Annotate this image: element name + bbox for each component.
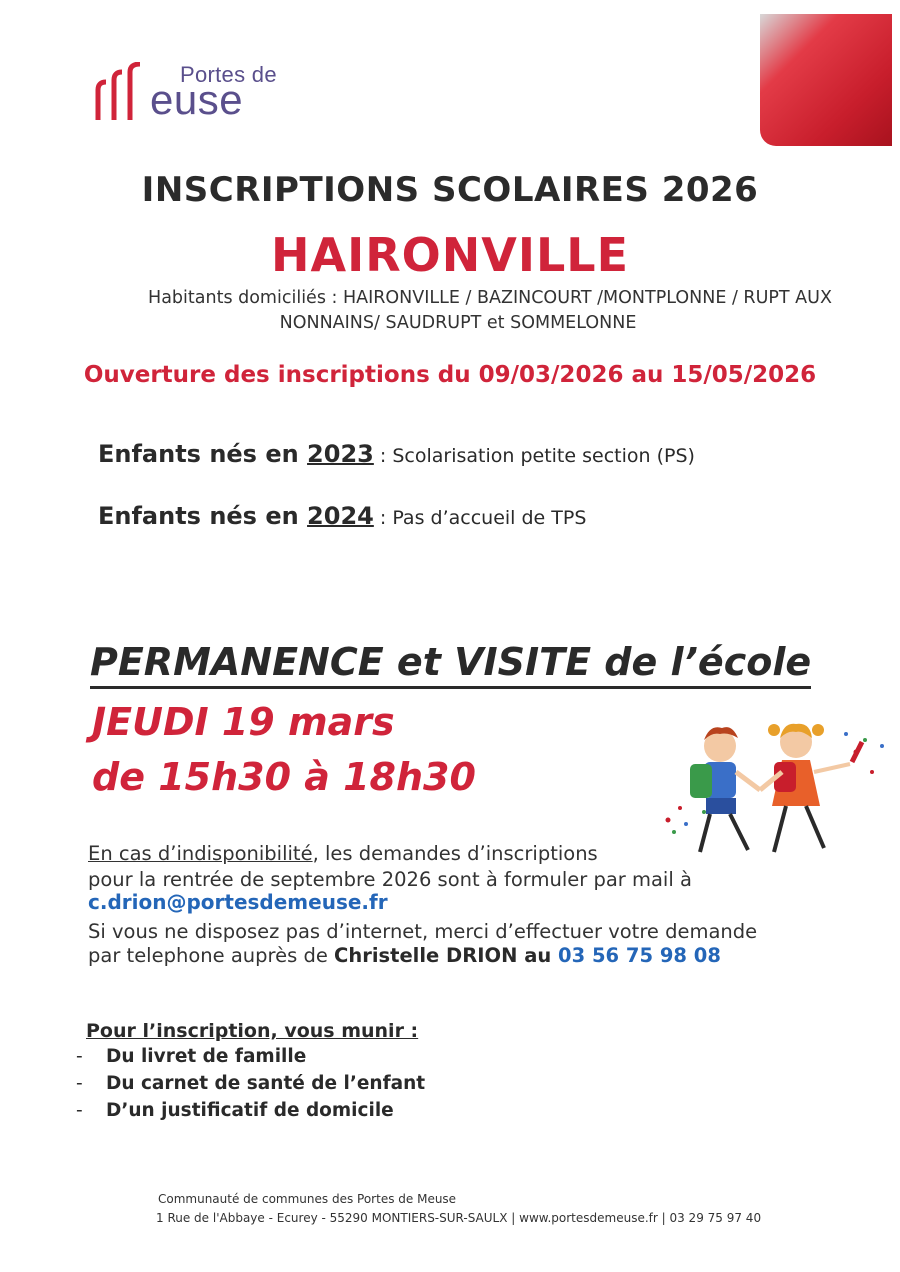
residents-line-2: NONNAINS/ SAUDRUPT et SOMMELONNE <box>279 313 637 333</box>
birth-row-2024 <box>98 502 586 530</box>
list-item-text: Du carnet de santé de l’enfant <box>106 1073 426 1094</box>
unavailability-text: En cas d’indisponibilité <box>88 842 313 865</box>
contact-au: au <box>517 944 559 967</box>
logo <box>92 56 292 122</box>
logo-text-bottom: euse <box>150 76 244 123</box>
contact-email-link[interactable]: c.drion@portesdemeuse.fr <box>88 890 388 914</box>
contact-phone[interactable]: 03 56 75 98 08 <box>558 944 721 967</box>
contact-name: Christelle DRION <box>334 944 518 967</box>
footer-address: 1 Rue de l'Abbaye - Ecurey - 55290 MONTIERS-SUR-SAULX | www.portesdemeuse.fr | 03 29 75 97 40 <box>156 1211 762 1225</box>
birth-prefix: Enfants nés en <box>98 502 308 530</box>
list-item: - D’un justificatif de domicile <box>76 1100 394 1121</box>
contact-line-3: Si vous ne disposez pas d’internet, merci d’effectuer votre demande <box>88 920 758 943</box>
contact-line-4 <box>88 944 721 967</box>
logo-bars-icon <box>92 62 152 122</box>
list-item: - Du livret de famille <box>76 1046 307 1067</box>
contact-line-1 <box>88 842 598 865</box>
permanence-heading: PERMANENCE et VISITE de l’école <box>90 640 811 689</box>
list-item-text: Du livret de famille <box>106 1046 307 1067</box>
opening-dates: Ouverture des inscriptions du 09/03/2026 au 15/05/2026 <box>83 362 817 388</box>
page-title: INSCRIPTIONS SCOLAIRES 2026 <box>141 170 759 210</box>
contact-line-2: pour la rentrée de septembre 2026 sont à formuler par mail à <box>88 868 692 891</box>
birth-year: 2024 <box>307 502 374 530</box>
birth-prefix: Enfants nés en <box>98 440 308 468</box>
footer-organization: Communauté de communes des Portes de Meuse <box>158 1192 457 1206</box>
birth-description: : Scolarisation petite section (PS) <box>373 445 695 467</box>
permanence-hours: de 15h30 à 18h30 <box>92 755 476 799</box>
children-illustration <box>660 712 890 872</box>
birth-row-2023 <box>98 440 695 468</box>
birth-year: 2023 <box>307 440 374 468</box>
requirements-heading: Pour l’inscription, vous munir : <box>86 1020 419 1042</box>
list-item: - Du carnet de santé de l’enfant <box>76 1073 426 1094</box>
phone-prefix: par telephone auprès de <box>88 944 335 967</box>
town-name: HAIRONVILLE <box>271 228 629 282</box>
logo-text-top: Portes de <box>180 62 277 87</box>
residents-line-1: Habitants domiciliés : HAIRONVILLE / BAZINCOURT /MONTPLONNE / RUPT AUX <box>148 288 832 308</box>
list-item-text: D’un justificatif de domicile <box>106 1100 394 1121</box>
red-corner-decoration <box>760 14 892 146</box>
contact-line-1-rest: , les demandes d’inscriptions <box>312 842 598 865</box>
permanence-day: JEUDI 19 mars <box>92 700 395 744</box>
birth-description: : Pas d’accueil de TPS <box>373 507 587 529</box>
